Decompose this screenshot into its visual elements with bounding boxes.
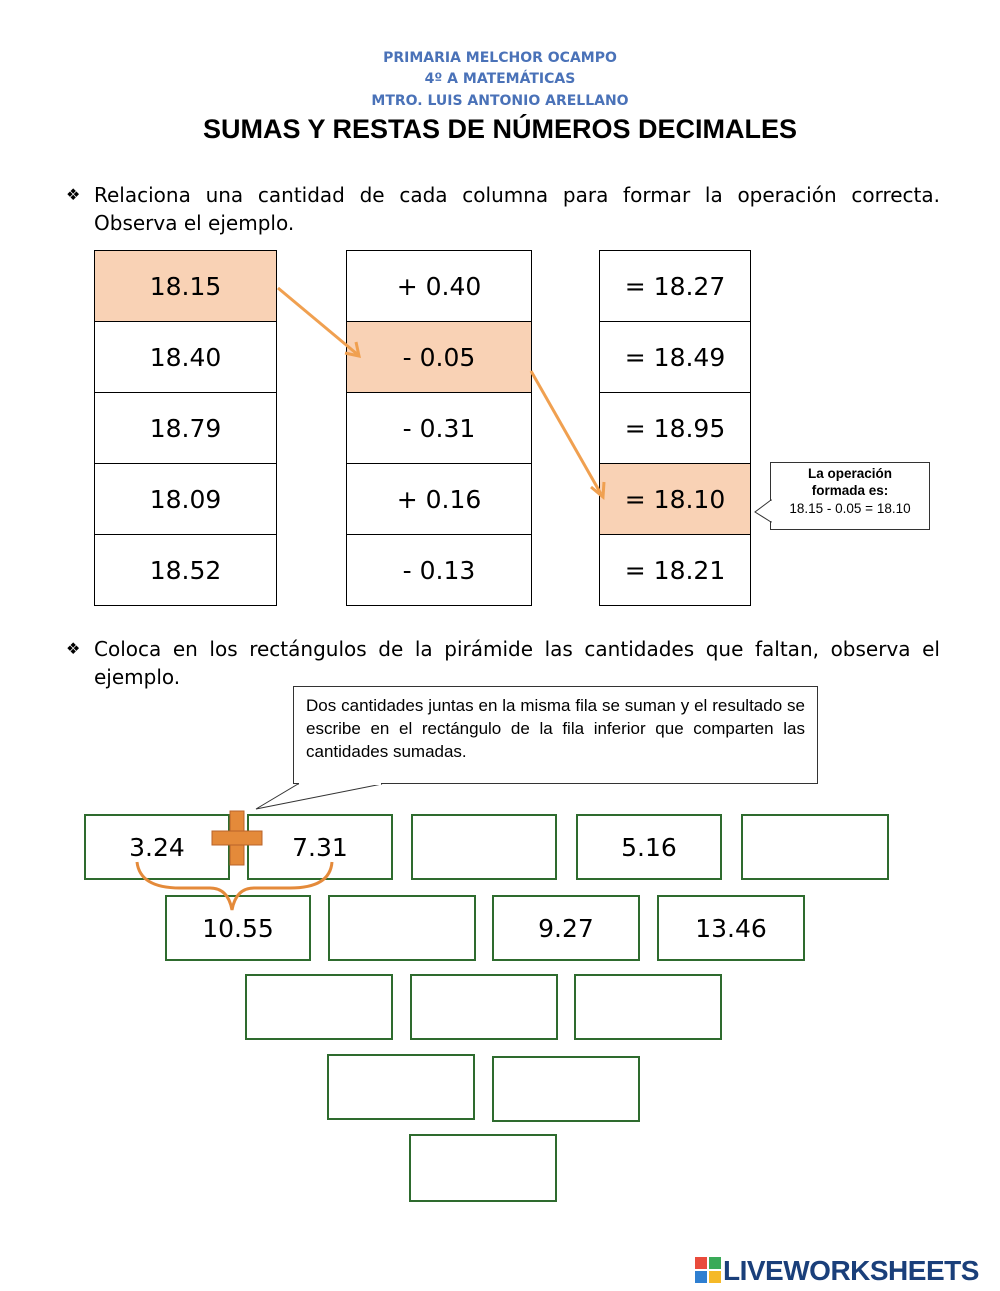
col1-cell[interactable]: 18.15 [95, 251, 276, 322]
brand-name: LIVEWORKSHEETS [723, 1255, 979, 1286]
col1-cell[interactable]: 18.52 [149, 555, 222, 585]
callout-line-3: 18.15 - 0.05 = 18.10 [789, 501, 911, 516]
pyramid-box[interactable] [410, 974, 558, 1040]
pyramid-box[interactable] [245, 974, 393, 1040]
pyramid-box[interactable] [327, 1054, 475, 1120]
col1-cell[interactable]: 18.79 [95, 393, 276, 464]
pyramid-box[interactable]: 10.55 [165, 895, 311, 961]
callout-line-1: La operación [807, 466, 893, 481]
col1-cell[interactable]: 18.09 [95, 464, 276, 535]
column-1 [94, 250, 277, 606]
liveworksheets-logo [695, 1256, 979, 1286]
col3-cell[interactable]: = 18.21 [624, 555, 726, 585]
pyramid-box[interactable] [328, 895, 476, 961]
grade-subject: 4º A MATEMÁTICAS [424, 71, 576, 87]
col3-cell[interactable]: = 18.27 [600, 251, 750, 322]
teacher-name: MTRO. LUIS ANTONIO ARELLANO [371, 93, 629, 109]
pyramid-box[interactable] [409, 1134, 557, 1202]
arrow-icon [531, 371, 604, 497]
col2-cell[interactable]: - 0.13 [402, 555, 476, 585]
col1-cell[interactable]: 18.40 [95, 322, 276, 393]
school-name: PRIMARIA MELCHOR OCAMPO [383, 50, 617, 66]
rule-note: Dos cantidades juntas en la misma fila se suman y el resultado se escribe en el rectángulo de la fila inferior que comparten las cantidades sumadas. [293, 686, 818, 784]
instruction-2: ❖ Coloca en los rectángulos de la pirámide las cantidades que faltan, observa el ejemplo. [66, 637, 940, 689]
col2-cell[interactable]: - 0.05 [347, 322, 531, 393]
pyramid-box[interactable]: 9.27 [492, 895, 640, 961]
page-title: SUMAS Y RESTAS DE NÚMEROS DECIMALES [202, 114, 798, 144]
pyramid-box[interactable] [411, 814, 557, 880]
pyramid-box[interactable] [741, 814, 889, 880]
instruction-1: ❖ Relaciona una cantidad de cada columna para formar la operación correcta. Observa el ejemplo. [66, 183, 940, 235]
pyramid-box[interactable]: 3.24 [84, 814, 230, 880]
pyramid-box[interactable]: 7.31 [247, 814, 393, 880]
column-3 [599, 250, 751, 606]
pyramid-box[interactable] [492, 1056, 640, 1122]
pyramid-box[interactable] [574, 974, 722, 1040]
col3-cell[interactable]: = 18.49 [600, 322, 750, 393]
diamond-bullet-icon: ❖ [66, 185, 81, 204]
pyramid-box[interactable]: 5.16 [576, 814, 722, 880]
col2-cell[interactable]: + 0.16 [347, 464, 531, 535]
callout-line-2: formada es: [811, 483, 889, 498]
pyramid-box[interactable]: 13.46 [657, 895, 805, 961]
column-2 [346, 250, 532, 606]
col3-cell[interactable]: = 18.95 [600, 393, 750, 464]
col3-cell[interactable]: = 18.10 [600, 464, 750, 535]
note-pointer-icon [256, 784, 382, 809]
callout-pointer-icon [755, 500, 771, 522]
col2-cell[interactable]: + 0.40 [347, 251, 531, 322]
col2-cell[interactable]: - 0.31 [347, 393, 531, 464]
logo-blocks-icon [695, 1257, 723, 1285]
diamond-bullet-icon: ❖ [66, 639, 81, 658]
example-callout [770, 462, 930, 530]
